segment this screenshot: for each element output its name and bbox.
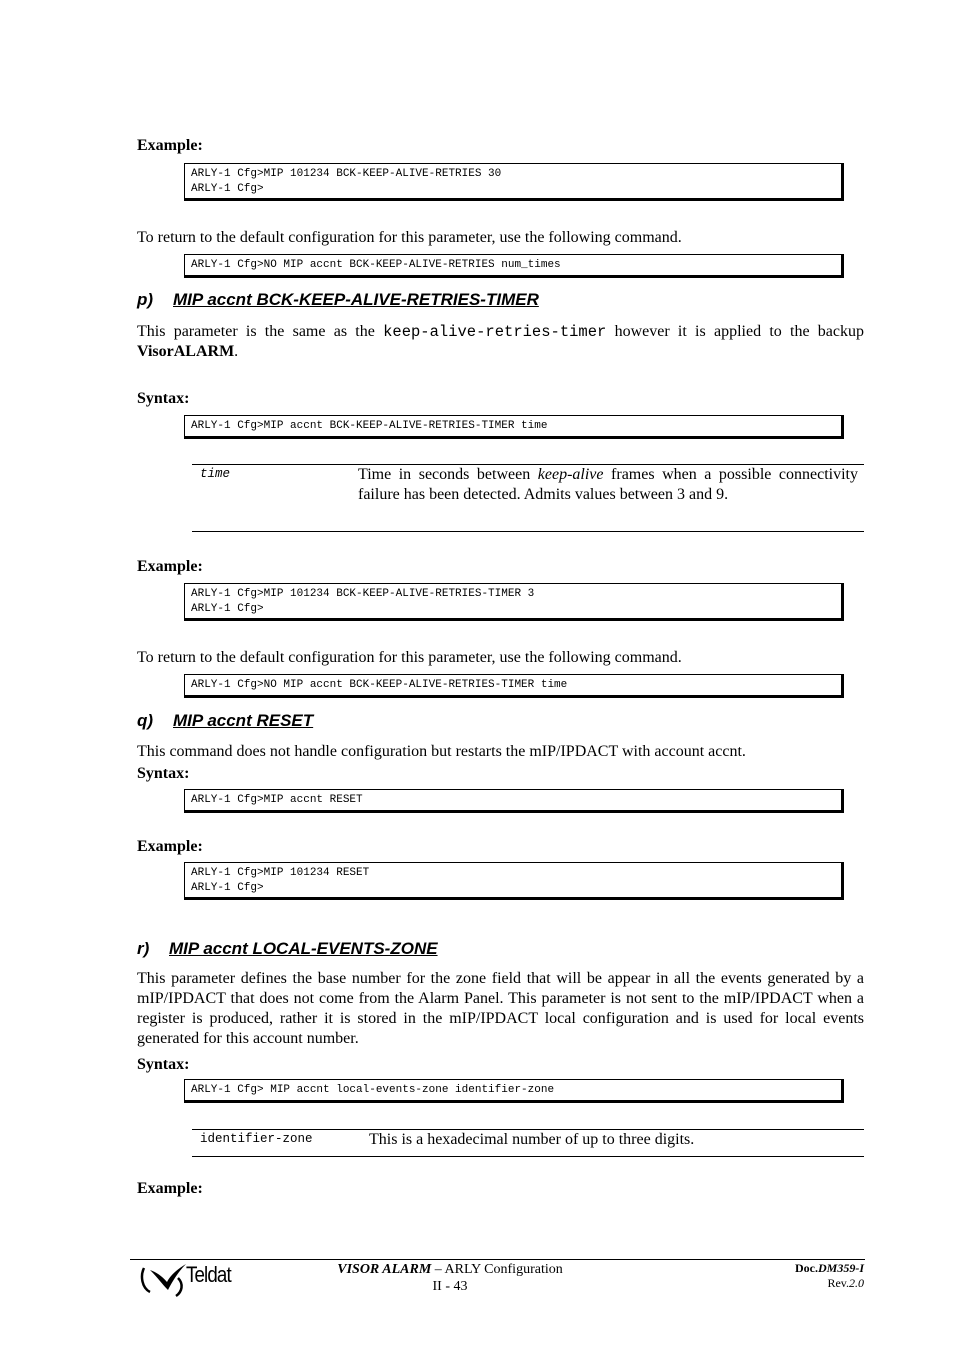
param-description: Time in seconds between keep-alive frames when a possible connectivity failure has been detected. Admits values between 3 and 9. [358,466,859,503]
section-title: MIP accnt RESET [173,711,314,730]
section-letter: r) [137,939,150,958]
section-letter: p) [137,290,154,309]
return-default-text: To return to the default configuration for this parameter, use the following command. [137,649,682,666]
section-letter: q) [137,711,154,730]
section-r-description: This parameter defines the base number for the zone field that will be appear in all the events generated by a mIP/IPDACT that does not come from the Alarm Panel. This parameter is not sent to the mIP/IPDACT when a register is produced, rather it is stored in the mIP/IPDACT local configuration and is used for local events generated for this account number. [137,970,864,1047]
code-syntax-reset: ARLY-1 Cfg>MIP accnt RESET [184,789,844,813]
doc-id: Doc.DM359-I [794,1261,864,1275]
example-label: Example: [137,558,203,575]
return-default-text: To return to the default configuration for this parameter, use the following command. [137,229,682,246]
code-example-bck-keep-alive-retries: ARLY-1 Cfg>MIP 101234 BCK-KEEP-ALIVE-RETRIES 30 ARLY-1 Cfg> [184,163,844,201]
syntax-label: Syntax: [137,1056,190,1073]
section-heading-p [137,290,539,310]
code-example-reset: ARLY-1 Cfg>MIP 101234 RESET ARLY-1 Cfg> [184,862,844,900]
parameter-table-time [192,464,864,532]
code-example-timer: ARLY-1 Cfg>MIP 101234 BCK-KEEP-ALIVE-RETRIES-TIMER 3 ARLY-1 Cfg> [184,583,844,621]
code-default-timer: ARLY-1 Cfg>NO MIP accnt BCK-KEEP-ALIVE-RETRIES-TIMER time [184,674,844,698]
code-syntax-local-events-zone: ARLY-1 Cfg> MIP accnt local-events-zone identifier-zone [184,1079,844,1103]
example-label: Example: [137,137,203,154]
example-label: Example: [137,838,203,855]
syntax-label: Syntax: [137,390,190,407]
example-label: Example: [137,1180,203,1197]
code-syntax-timer: ARLY-1 Cfg>MIP accnt BCK-KEEP-ALIVE-RETRIES-TIMER time [184,415,844,439]
revision: Rev.2.0 [827,1276,864,1290]
param-name: time [200,467,231,481]
doc-title: VISOR ALARM – ARLY Configuration [337,1262,563,1277]
param-description: This is a hexadecimal number of up to three digits. [369,1131,695,1148]
teldat-logo [138,1260,238,1298]
page-number: II - 43 [432,1279,468,1294]
parameter-table-identifier-zone [192,1129,864,1157]
footer-center [300,1261,600,1295]
code-default-bck-keep-alive-retries: ARLY-1 Cfg>NO MIP accnt BCK-KEEP-ALIVE-RETRIES num_times [184,254,844,278]
section-heading-r [137,939,438,959]
section-title: MIP accnt LOCAL-EVENTS-ZONE [169,939,438,958]
param-name: identifier-zone [200,1132,313,1146]
teldat-bird-icon [138,1260,190,1298]
section-q-description: This command does not handle configuration but restarts the mIP/IPDACT with account accnt. [137,743,746,760]
syntax-label: Syntax: [137,765,190,782]
section-title: MIP accnt BCK-KEEP-ALIVE-RETRIES-TIMER [173,290,539,309]
section-p-description: This parameter is the same as the keep-alive-retries-timer however it is applied to the backup VisorALARM. [137,323,865,360]
section-heading-q [137,711,313,731]
footer-right [700,1261,864,1291]
logo-text: Teldat [186,1262,231,1287]
footer-rule [130,1259,865,1260]
